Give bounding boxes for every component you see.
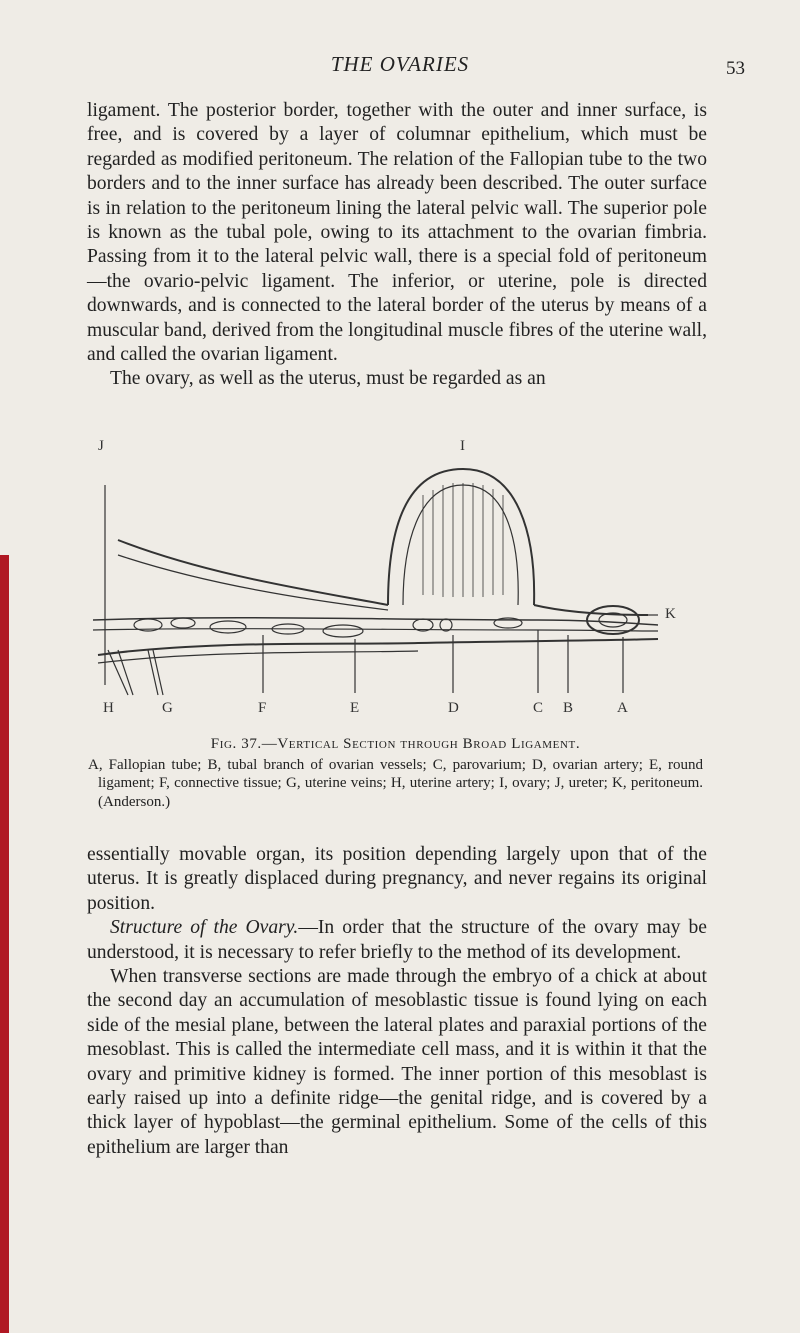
fallopian-tube-section — [587, 606, 639, 634]
label-D: D — [448, 700, 459, 716]
label-C: C — [533, 700, 544, 716]
upper-fold-inner — [118, 555, 388, 610]
figure-caption — [88, 735, 703, 811]
label-G: G — [162, 700, 173, 716]
ovary-hatching — [423, 483, 503, 597]
upper-fold-line — [118, 540, 388, 605]
vessel-5 — [323, 625, 363, 637]
ovary-inner-outline — [403, 485, 518, 605]
vessel-3 — [210, 621, 246, 633]
broad-ligament-illustration — [88, 455, 708, 700]
caption-title — [88, 735, 703, 754]
label-E: E — [350, 700, 360, 716]
caption-heading: —Vertical Section through Broad Ligament. — [261, 736, 581, 752]
label-A: A — [617, 700, 628, 716]
label-F: F — [258, 700, 267, 716]
paragraph-4-text: —In order that the structure of the ovary may be understood, it is necessary to refer briefly to the method of its development. — [87, 917, 707, 963]
lower-fold-inner — [98, 651, 418, 663]
vessel-2 — [171, 618, 195, 628]
paragraph-5: When transverse sections are made through the embryo of a chick at about the second day an accumulation of mesoblastic tissue is found lying on each side of the mesial plane, between the lateral plates and paraxial portions of the mesoblast. This is called the intermediate cell mass, and it is within it that the ovary and primitive kidney is formed. The inner portion of this mesoblast is early raised up into a definite ridge—the genital ridge, and is covered by a thick layer of hypoblast—the germinal epithelium. Some of the cells of this epithelium are larger than — [87, 966, 707, 1158]
label-K: K — [665, 606, 676, 622]
running-header: THE OVARIES — [330, 52, 470, 76]
structure-subheading: Structure of the Ovary. — [110, 917, 299, 939]
paragraph-4 — [87, 916, 707, 965]
caption-figure-number: Fig. 37. — [210, 736, 262, 752]
label-H: H — [103, 700, 114, 716]
page-edge-strip — [0, 555, 9, 1333]
bottom-text-block — [87, 843, 707, 1160]
broad-ligament-band-lower — [93, 629, 658, 631]
page-number: 53 — [726, 58, 745, 79]
caption-legend: A, Fallopian tube; B, tubal branch of ovarian vessels; C, parovarium; D, ovarian artery; E, round ligament; F, connective tissue; G, uterine veins; H, uterine artery; I, ovary; J, ureter; K, peritoneum. (Anderson.) — [88, 756, 703, 810]
label-J: J — [98, 438, 104, 454]
top-text-block — [87, 99, 707, 392]
paragraph-3: essentially movable organ, its position depending largely upon that of the uterus. It is greatly displaced during pregnancy, and never regains its original position. — [87, 844, 707, 914]
paragraph-1: ligament. The posterior border, together with the outer and inner surface, is free, and is covered by a layer of columnar epithelium, which must be regarded as modified peritoneum. The relation of the Fallopian tube to the two borders and to the inner surface has already been described. The outer surface is in relation to the peritoneum lining the lateral pelvic wall. The superior pole is known as the tubal pole, owing to its attachment to the ovarian fimbria. Passing from it to the lateral pelvic wall, there is a special fold of peritoneum—the ovario-pelvic ligament. The inferior, or uterine, pole is directed downwards, and is connected to the lateral border of the uterus by means of a muscular band, derived from the longitudinal muscle fibres of the uterine wall, and called the ovarian ligament. — [87, 100, 707, 366]
paragraph-2: The ovary, as well as the uterus, must be regarded as an — [110, 368, 546, 390]
label-B: B — [563, 700, 574, 716]
label-I: I — [460, 438, 465, 454]
lower-fold-line — [98, 639, 658, 655]
